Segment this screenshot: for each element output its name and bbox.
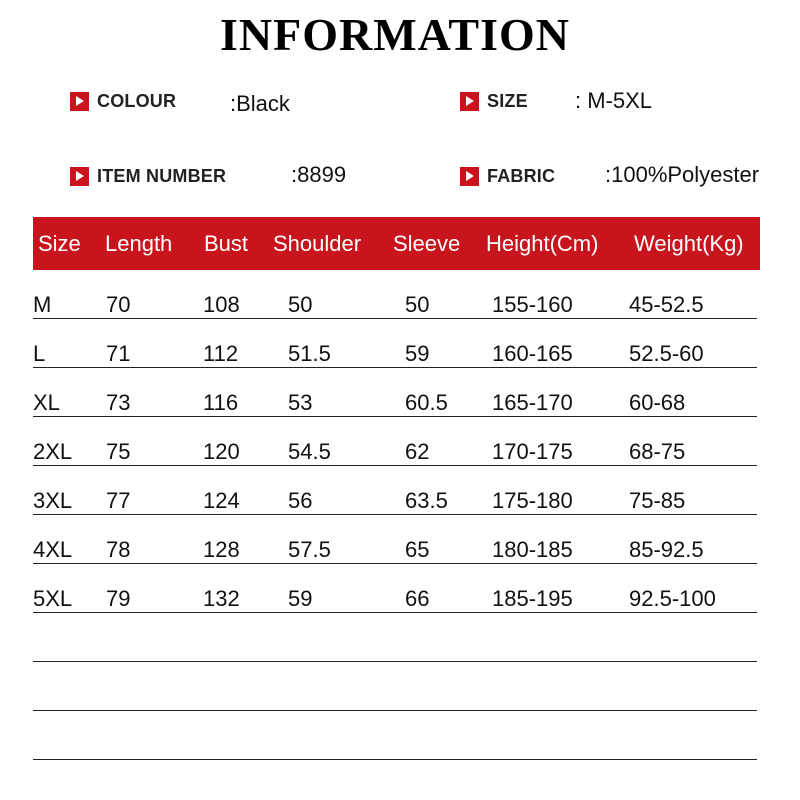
sleeve-cell: 60.5 [405,390,448,415]
table-row [33,331,757,368]
sleeve-cell: 66 [405,586,430,611]
bust-cell: 112 [203,341,239,366]
shoulder-cell: 54.5 [288,439,331,464]
length-cell: 75 [106,439,131,464]
bust-cell: 124 [203,488,240,513]
colour-value: :Black [230,91,290,116]
size-cell: L [33,341,46,366]
size-info [460,86,528,116]
weight-cell: 52.5-60 [629,341,704,366]
item-number-value: :8899 [291,162,347,187]
fabric-info [460,161,555,191]
colour-label: COLOUR [97,90,177,111]
size-cell: 5XL [33,586,73,611]
height-cell: 175-180 [492,488,573,513]
column-header-length: Length [105,231,173,256]
bust-cell: 128 [203,537,240,562]
fabric-value: :100%Polyester [605,162,760,187]
table-row [33,576,757,613]
size-table-header [33,217,760,270]
size-cell: M [33,292,52,317]
column-header-shoulder: Shoulder [273,231,362,256]
bust-cell: 108 [203,292,240,317]
item-number-label: ITEM NUMBER [97,165,227,186]
shoulder-cell: 56 [288,488,313,513]
bust-cell: 120 [203,439,240,464]
sleeve-cell: 63.5 [405,488,448,513]
weight-cell: 45-52.5 [629,292,704,317]
bust-cell: 132 [203,586,240,611]
height-cell: 185-195 [492,586,573,611]
weight-cell: 85-92.5 [629,537,704,562]
weight-cell: 75-85 [629,488,686,513]
length-cell: 78 [106,537,131,562]
height-cell: 155-160 [492,292,573,317]
length-cell: 73 [106,390,131,415]
fabric-label: FABRIC [487,165,556,186]
length-cell: 70 [106,292,131,317]
play-arrow-icon [70,92,89,111]
bust-cell: 116 [203,390,239,415]
table-row [33,429,757,466]
length-cell: 77 [106,488,131,513]
table-row [33,282,757,319]
height-cell: 170-175 [492,439,573,464]
size-label: SIZE [487,90,528,111]
page-title: INFORMATION [219,9,571,60]
shoulder-cell: 50 [288,292,313,317]
play-arrow-icon [460,167,479,186]
weight-cell: 68-75 [629,439,686,464]
weight-cell: 60-68 [629,390,686,415]
weight-cell: 92.5-100 [629,586,716,611]
size-cell: 3XL [33,488,73,513]
size-cell: 2XL [33,439,73,464]
empty-row-line [33,661,757,662]
table-row [33,380,757,417]
item-number-info [70,161,226,191]
column-header-sleeve: Sleeve [393,231,461,256]
column-header-weight: Weight(Kg) [634,231,744,256]
colour-info [70,86,176,116]
length-cell: 79 [106,586,131,611]
table-row [33,527,757,564]
height-cell: 165-170 [492,390,573,415]
shoulder-cell: 51.5 [288,341,331,366]
height-cell: 160-165 [492,341,573,366]
empty-row-line [33,710,757,711]
size-value: : M-5XL [575,88,653,113]
empty-row-line [33,759,757,760]
height-cell: 180-185 [492,537,573,562]
column-header-height: Height(Cm) [486,231,599,256]
sleeve-cell: 50 [405,292,430,317]
column-header-bust: Bust [204,231,249,256]
shoulder-cell: 57.5 [288,537,331,562]
table-row [33,478,757,515]
shoulder-cell: 59 [288,586,313,611]
sleeve-cell: 62 [405,439,430,464]
size-cell: 4XL [33,537,73,562]
size-cell: XL [33,390,60,415]
column-header-size: Size [38,231,81,256]
sleeve-cell: 59 [405,341,430,366]
length-cell: 71 [106,341,131,366]
play-arrow-icon [460,92,479,111]
sleeve-cell: 65 [405,537,430,562]
play-arrow-icon [70,167,89,186]
shoulder-cell: 53 [288,390,313,415]
